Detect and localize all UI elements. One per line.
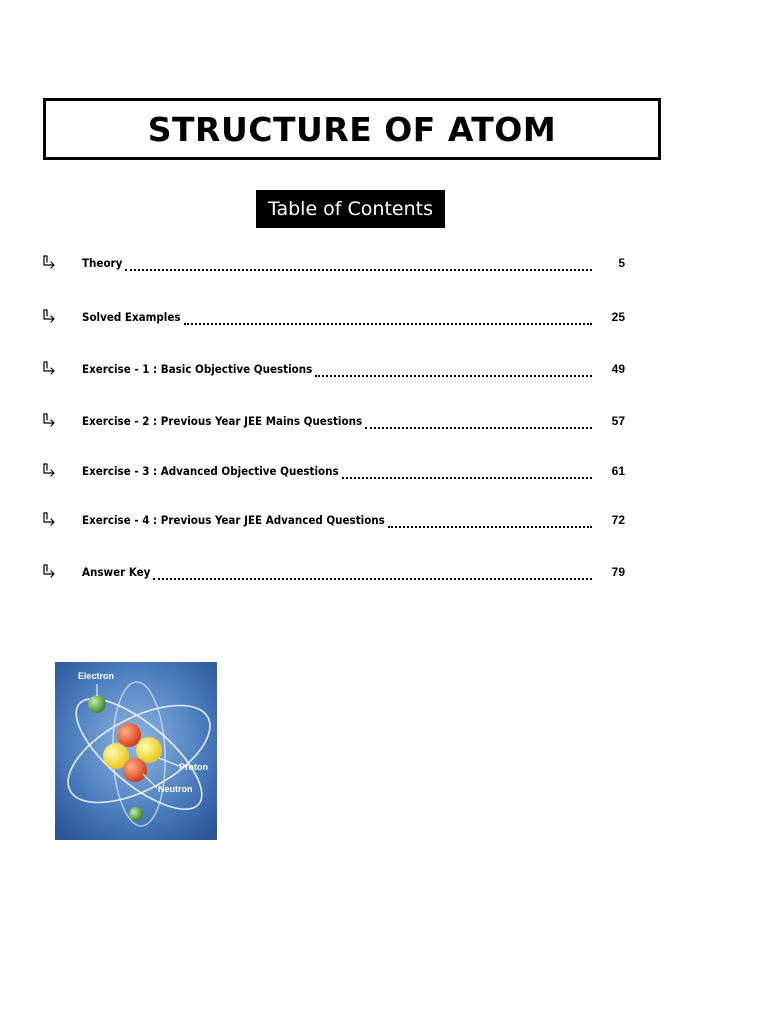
toc-item-label: Theory [82, 256, 123, 270]
toc-item-page: 5 [618, 256, 625, 270]
hand-pointing-arrow-icon [40, 511, 58, 529]
toc-item-label: Exercise - 3 : Advanced Objective Questions [82, 464, 339, 478]
toc-leader-dots [315, 361, 592, 377]
hand-pointing-arrow-icon [40, 563, 58, 581]
atom-model-illustration [55, 662, 217, 840]
hand-pointing-arrow-icon [40, 308, 58, 326]
proton-label: Proton [179, 762, 208, 772]
toc-item-page: 79 [611, 565, 625, 579]
toc-item-exercise-2[interactable] [40, 411, 640, 431]
hand-pointing-arrow-icon [40, 360, 58, 378]
toc-leader-dots [365, 413, 592, 429]
toc-item-answer-key[interactable] [40, 562, 640, 582]
electron [88, 695, 106, 713]
atom-diagram [55, 662, 217, 840]
hand-pointing-arrow-icon [40, 254, 58, 272]
toc-leader-dots [125, 255, 592, 271]
toc-leader-dots [184, 309, 592, 325]
toc-item-label: Solved Examples [82, 310, 181, 324]
toc-item-page: 61 [611, 464, 625, 478]
toc-item-label: Answer Key [82, 565, 151, 579]
toc-item-exercise-4[interactable] [40, 510, 640, 530]
toc-leader-dots [342, 463, 592, 479]
toc-item-page: 57 [611, 414, 625, 428]
toc-leader-dots [153, 564, 592, 580]
toc-item-exercise-3[interactable] [40, 461, 640, 481]
toc-heading-label: Table of Contents [268, 198, 433, 220]
toc-item-page: 49 [611, 362, 625, 376]
toc-item-label: Exercise - 2 : Previous Year JEE Mains Questions [82, 414, 363, 428]
toc-item-page: 72 [611, 513, 625, 527]
toc-item-theory[interactable] [40, 253, 640, 273]
neutron-label: Neutron [158, 784, 193, 794]
neutron [123, 758, 147, 782]
hand-pointing-arrow-icon [40, 412, 58, 430]
toc-item-solved-examples[interactable] [40, 307, 640, 327]
document-title: STRUCTURE OF ATOM [147, 109, 557, 149]
toc-item-exercise-1[interactable] [40, 359, 640, 379]
neutron [117, 723, 141, 747]
toc-item-page: 25 [611, 310, 625, 324]
toc-item-label: Exercise - 1 : Basic Objective Questions [82, 362, 313, 376]
toc-leader-dots [388, 512, 592, 528]
toc-item-label: Exercise - 4 : Previous Year JEE Advanced Questions [82, 513, 385, 527]
electron [129, 807, 143, 821]
electron-label: Electron [78, 671, 115, 681]
hand-pointing-arrow-icon [40, 462, 58, 480]
